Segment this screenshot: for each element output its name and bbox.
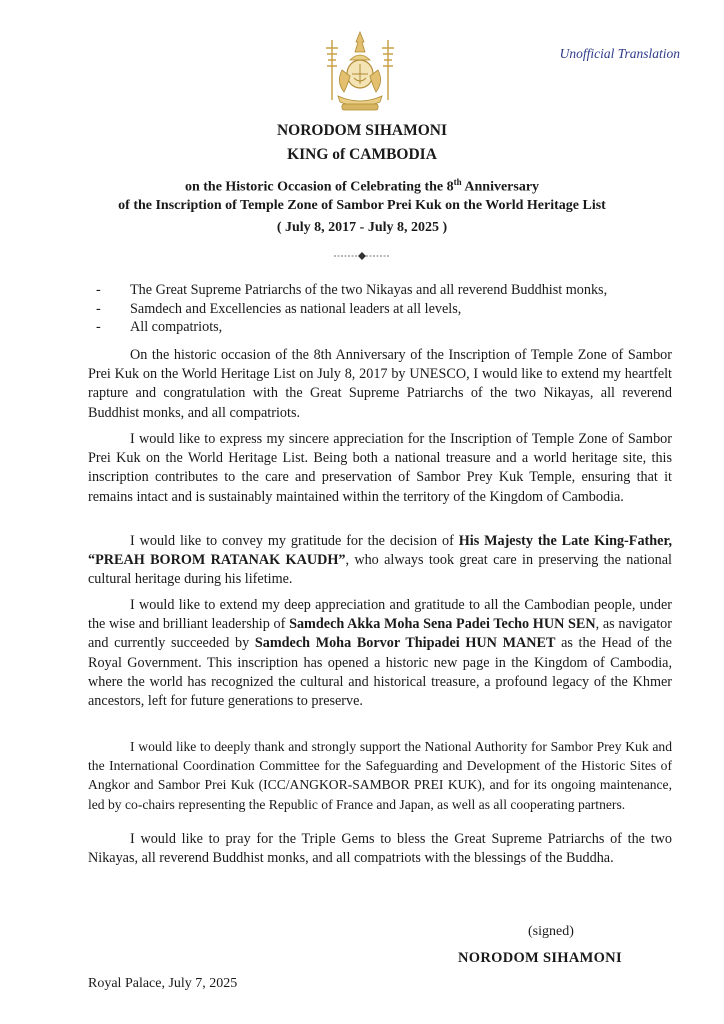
address-text: Samdech and Excellencies as national leaders at all levels, (130, 300, 462, 317)
signed-note: (signed) (528, 924, 574, 939)
occasion-line-1-text: on the Historic Occasion of Celebrating the 8 (184, 179, 454, 195)
signatory-name: NORODOM SIHAMONI (458, 950, 622, 966)
address-item (96, 318, 696, 337)
king-title-heading: KING of CAMBODIA (287, 146, 437, 163)
list-dash: - (96, 282, 101, 298)
paragraph-congratulation (88, 346, 672, 423)
address-list (96, 281, 696, 337)
address-item (96, 300, 696, 319)
place-and-date: Royal Palace, July 7, 2025 (88, 976, 238, 991)
paragraph-appreciation (88, 430, 672, 507)
paragraph-king-father (88, 532, 672, 590)
paragraph-leadership (88, 596, 672, 711)
occasion-line-2: of the Inscription of Temple Zone of Sambor Prei Kuk on the World Heritage List (118, 198, 606, 213)
paragraph-text: I would like to convey my gratitude for the decision of (130, 533, 459, 549)
paragraph-text: as the Head of the Royal Government. This inscription has opened a historic new page in the Kingdom of Cambodia, where the world has recognized the cultural and historical treasure, a profound legacy of the Khmer ancestors, left for future generations to preserve. (88, 635, 672, 710)
paragraph-text: , who always took great care in preserving the national cultural heritage during his lifetime. (88, 552, 672, 588)
address-item (96, 281, 696, 300)
paragraph-text: On the historic occasion of the 8th Anniversary of the Inscription of Temple Zone of Sambor Prei Kuk on the World Heritage List on July 8, 2017 by UNESCO, I would like to extend my heartfelt rapture and congratulation with the Great Supreme Patriarchs of the two Nikayas, all reverend Buddhist monks, and all compatriots. (88, 347, 672, 421)
address-text: The Great Supreme Patriarchs of the two Nikayas and all reverend Buddhist monks, (130, 282, 608, 298)
king-name-heading: NORODOM SIHAMONI (276, 122, 448, 139)
paragraph-text: I would like to extend my deep appreciation and gratitude to all the Cambodian people, under the wise and brilliant leadership of (88, 597, 672, 633)
occasion-line-1-end: Anniversary (461, 179, 540, 195)
paragraph-blessing (88, 830, 672, 868)
occasion-line-1 (0, 177, 724, 196)
king-father-name: His Majesty the Late King-Father, “PREAH BOROM RATANAK KAUDH” (88, 533, 672, 569)
paragraph-text: , as navigator and currently succeeded by (88, 616, 672, 652)
paragraph-text: I would like to pray for the Triple Gems to bless the Great Supreme Patriarchs of the two Nikayas, all reverend Buddhist monks, and all compatriots with the blessings of the Buddha. (88, 831, 672, 867)
occasion-superscript: th (453, 177, 462, 187)
paragraph-text: I would like to deeply thank and strongly support the National Authority for Sambor Prey Kuk and the International Coordination Committee for the Safeguarding and Development of the Historic Sites of Angkor and Sambor Prei Kuk (ICC/ANGKOR-SAMBOR PREI KUK), and for its ongoing maintenance, led by co-chairs representing the Republic of France and Japan, as well as all cooperating partners. (88, 739, 672, 812)
ornament-divider (332, 251, 392, 261)
royal-coat-of-arms-icon (322, 30, 398, 114)
list-dash: - (96, 319, 101, 335)
hun-sen-name: Samdech Akka Moha Sena Padei Techo HUN SEN (289, 616, 596, 633)
occasion-dates: ( July 8, 2017 - July 8, 2025 ) (276, 220, 448, 235)
paragraph-support (88, 737, 672, 814)
address-text: All compatriots, (130, 319, 223, 335)
list-dash: - (96, 300, 101, 317)
paragraph-text: I would like to express my sincere appreciation for the Inscription of Temple Zone of Sambor Prei Kuk on the World Heritage List. Being both a national treasure and a world heritage site, this inscription contributes to the care and preservation of Sambor Prey Kuk Temple, ensuring that it remains intact and is sustainably maintained within the territory of the Kingdom of Cambodia. (88, 431, 672, 505)
hun-manet-name: Samdech Moha Borvor Thipadei HUN MANET (254, 635, 556, 652)
unofficial-translation-label: Unofficial Translation (559, 46, 680, 61)
